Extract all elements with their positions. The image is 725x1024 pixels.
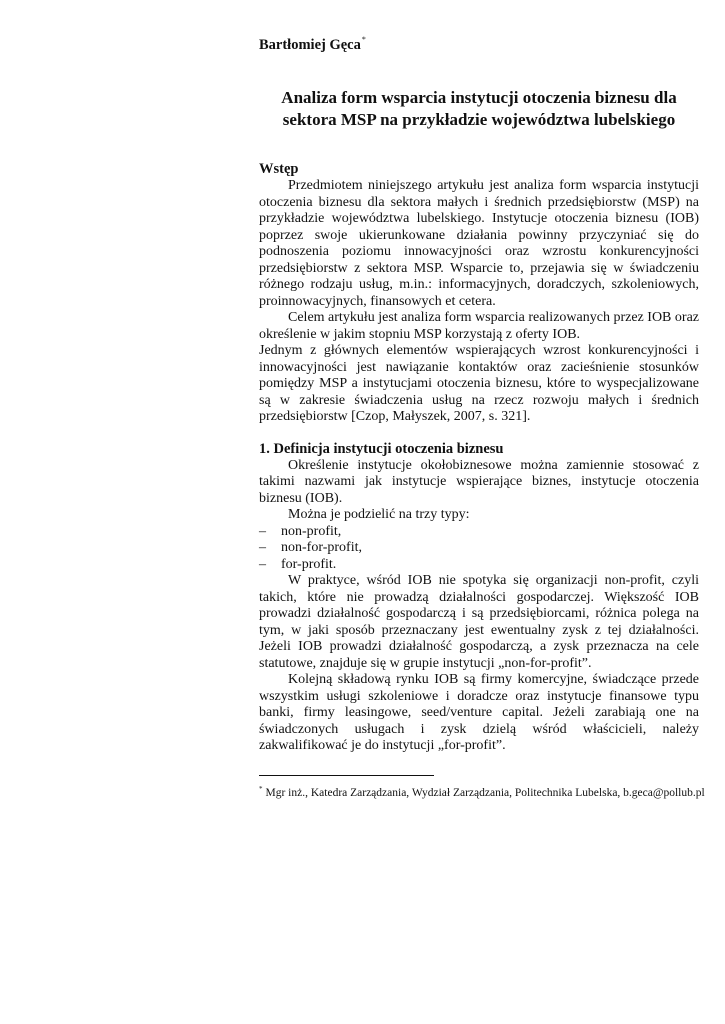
section-1-heading: 1. Definicja instytucji otoczenia biznesu (259, 440, 504, 457)
document-page (259, 30, 705, 800)
list-item (259, 540, 699, 557)
dash-marker: – (259, 540, 266, 555)
footnote (259, 782, 705, 800)
footnote-text: Mgr inż., Katedra Zarządzania, Wydział Zarządzania, Politechnika Lubelska, b.geca@pollub.pl (265, 786, 705, 799)
section-1-paragraph-4: Kolejną składową rynku IOB są firmy komercyjne, świadczące przede wszystkim usługi szkoleniowe i doradcze oraz instytucje finansowe typu banki, firmy leasingowe, seed/venture capital. Jeżeli zarabiają one na świadczonych usługach i zysk dzielą wśród właścicieli, należy zakwalifikować je do instytucji „for-profit”. (259, 672, 699, 753)
list-item (259, 524, 699, 541)
author-name-text: Bartłomiej Gęca (259, 37, 361, 53)
intro-heading: Wstęp (259, 161, 299, 177)
intro-paragraph-2: Celem artykułu jest analiza form wsparcia realizowanych przez IOB oraz określenie w jakim stopniu MSP korzystają z oferty IOB. (259, 310, 699, 342)
section-1-paragraph-2: Można je podzielić na trzy typy: (288, 507, 470, 522)
dash-marker: – (259, 556, 266, 572)
intro-paragraph-3: Jednym z głównych elementów wspierających wzrost konkurencyjności i innowacyjności jest nawiązanie kontaktów oraz zacieśnienie stosunków pomiędzy MSP a instytucjami otoczenia biznesu, które to wyspecjalizowane są w zakresie świadczenia usług na rzecz rozwoju małych i średnich przedsiębiorstw [Czop, Małyszek, 2007, s. 321]. (259, 343, 699, 424)
author-footnote-mark[interactable]: * (361, 35, 366, 44)
list-item-text: non-profit, (281, 523, 342, 539)
section-1-paragraph-1: Określenie instytucje okołobiznesowe można zamiennie stosować z takimi nazwami jak instytucje wspierające biznes, instytucje otoczenia biznesu (IOB). (259, 457, 699, 506)
list-item (259, 557, 699, 574)
types-list (259, 524, 699, 574)
intro-paragraph-1: Przedmiotem niniejszego artykułu jest analiza form wsparcia instytucji otoczenia biznesu dla sektora małych i średnich przedsiębiorstw (MSP) na przykładzie województwa lubelskiego. Instytucje otoczenia biznesu (IOB) poprzez swoje ukierunkowane działania powinny przyczyniać się do podnoszenia poziomu innowacyjności oraz wzrostu konkurencyjności przedsiębiorstw z sektora MSP. Wsparcie to, przejawia się w świadczeniu różnego rodzaju usług, m.in.: informacyjnych, doradczych, szkoleniowych, proinnowacyjnych, finansowych et cetera. (259, 178, 699, 309)
dash-marker: – (259, 523, 266, 539)
list-item-text: for-profit. (281, 556, 337, 572)
footnote-mark: * (259, 784, 263, 793)
author-name (259, 30, 699, 55)
article-title: Analiza form wsparcia instytucji otoczenia biznesu dla sektora MSP na przykładzie województwa lubelskiego (281, 88, 677, 129)
footnote-divider (259, 775, 434, 776)
section-1-paragraph-3: W praktyce, wśród IOB nie spotyka się organizacji non-profit, czyli takich, które nie prowadzą działalności gospodarczej. Większość IOB prowadzi działalność gospodarczą i są przedsiębiorcami, różnica polega na tym, w jaki sposób przeznaczany jest ewentualny zysk z tej działalności. Jeżeli IOB prowadzi działalność gospodarczą, a zysk przeznacza na cele statutowe, znajduje się w grupie instytucji „non-for-profit”. (259, 573, 699, 671)
list-item-text: non-for-profit, (281, 540, 362, 555)
